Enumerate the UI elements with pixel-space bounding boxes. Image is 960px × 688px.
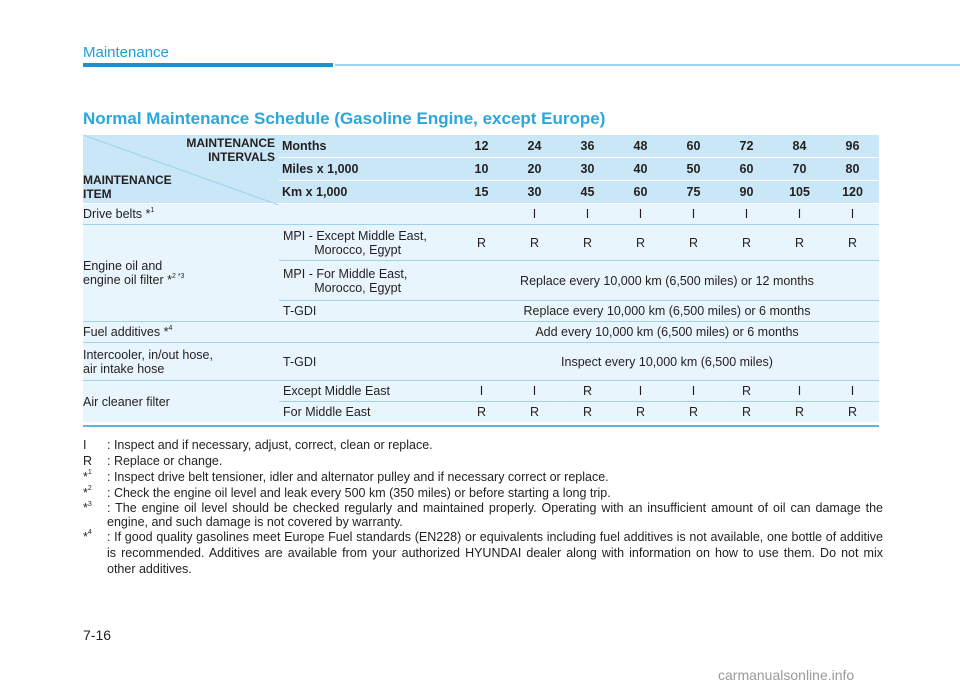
header-value: 10 <box>455 158 508 181</box>
item-fuel-additives: Fuel additives *$^4$ <box>83 322 455 343</box>
sub-for-middle-east: For Middle East <box>279 402 455 423</box>
header-value: 120 <box>826 181 879 204</box>
footnote <box>83 453 883 469</box>
footnote-text: : Inspect drive belt tensioner, idler and alternator pulley and if necessary correct or replace. <box>107 470 609 484</box>
watermark: carmanualsonline.info <box>718 667 855 683</box>
header-label: Months <box>279 135 455 158</box>
header-value: 48 <box>614 135 667 158</box>
cell: I <box>773 381 826 402</box>
cell: I <box>667 204 720 225</box>
footnote-key: *$^4$ <box>83 529 92 544</box>
sub-mpi-for-middle-east: MPI - For Middle East, Morocco, Egypt <box>279 261 455 301</box>
header-value: 24 <box>508 135 561 158</box>
footnote <box>83 529 883 577</box>
row-engine-oil-mpi-except <box>83 225 879 261</box>
footnote-text: : Check the engine oil level and leak every 500 km (350 miles) or before starting a long trip. <box>107 486 611 500</box>
header-value: 80 <box>826 158 879 181</box>
cell: I <box>561 204 614 225</box>
cell: R <box>773 225 826 261</box>
cell: R <box>826 402 879 423</box>
header-value: 60 <box>720 158 773 181</box>
corner-intervals-label: MAINTENANCE INTERVALS <box>186 136 275 164</box>
cell: I <box>667 381 720 402</box>
maintenance-schedule-table <box>83 135 879 422</box>
cell: R <box>614 402 667 423</box>
header-value: 30 <box>561 158 614 181</box>
row-intercooler <box>83 343 879 381</box>
cell: I <box>614 204 667 225</box>
footnote-key: *$^3$ <box>83 501 92 515</box>
cell: R <box>720 225 773 261</box>
header-rule-light <box>335 64 960 66</box>
header-value: 40 <box>614 158 667 181</box>
row-air-cleaner-except <box>83 381 879 402</box>
cell: I <box>508 381 561 402</box>
cell: R <box>667 402 720 423</box>
header-value: 15 <box>455 181 508 204</box>
cell: R <box>508 402 561 423</box>
item-engine-oil: Engine oil and engine oil filter *$^{2 *3}$ <box>83 225 279 322</box>
header-value: 45 <box>561 181 614 204</box>
table-bottom-rule <box>83 425 879 427</box>
section-title: Maintenance <box>83 44 169 61</box>
footnote-text: : Inspect and if necessary, adjust, correct, clean or replace. <box>107 438 433 452</box>
corner-item-label: MAINTENANCE ITEM <box>83 173 172 201</box>
header-row <box>83 135 879 158</box>
interval-text: Replace every 10,000 km (6,500 miles) or 12 months <box>455 261 879 301</box>
header-value: 90 <box>720 181 773 204</box>
interval-text: Replace every 10,000 km (6,500 miles) or 6 months <box>455 301 879 322</box>
header-value: 72 <box>720 135 773 158</box>
cell: R <box>561 225 614 261</box>
footnote-text: : Replace or change. <box>107 454 223 468</box>
cell: I <box>773 204 826 225</box>
header-label: Miles x 1,000 <box>279 158 455 181</box>
cell: I <box>614 381 667 402</box>
cell: I <box>508 204 561 225</box>
footnote-text: : If good quality gasolines meet Europe Fuel standards (EN228) or equivalents including fuel additives is not available, one bottle of additive is recommended. Additives are available from your authorized HYUNDAI dealer along with information on how to use them. Do not mix other additives. <box>107 530 883 576</box>
footnote-key: *$^2$ <box>83 485 92 500</box>
header-value: 60 <box>614 181 667 204</box>
cell: R <box>561 381 614 402</box>
footnote-key: I <box>83 438 87 452</box>
footnote <box>83 469 883 485</box>
footnote <box>83 501 883 529</box>
sub-mpi-except-middle-east: MPI - Except Middle East, Morocco, Egypt <box>279 225 455 261</box>
cell: R <box>455 402 508 423</box>
item-air-cleaner: Air cleaner filter <box>83 381 279 423</box>
cell: I <box>720 204 773 225</box>
header-value: 75 <box>667 181 720 204</box>
cell: R <box>773 402 826 423</box>
header-value: 70 <box>773 158 826 181</box>
header-value: 50 <box>667 158 720 181</box>
cell: R <box>826 225 879 261</box>
cell: I <box>455 381 508 402</box>
footnotes <box>83 437 883 577</box>
cell: R <box>720 402 773 423</box>
sub-except-middle-east: Except Middle East <box>279 381 455 402</box>
cell: I <box>826 381 879 402</box>
cell: R <box>667 225 720 261</box>
footnote <box>83 485 883 501</box>
item-intercooler: Intercooler, in/out hose, air intake hose <box>83 343 279 381</box>
header-value: 12 <box>455 135 508 158</box>
interval-text: Add every 10,000 km (6,500 miles) or 6 months <box>455 322 879 343</box>
cell: I <box>826 204 879 225</box>
row-fuel-additives <box>83 322 879 343</box>
interval-text: Inspect every 10,000 km (6,500 miles) <box>455 343 879 381</box>
footnote-text: : The engine oil level should be checked regularly and maintained properly. Operating with an insufficient amount of oil can damage the engine, and such damage is not covered by warranty. <box>107 501 883 529</box>
header-value: 30 <box>508 181 561 204</box>
footnote-key: *$^1$ <box>83 469 92 484</box>
header-value: 105 <box>773 181 826 204</box>
header-label: Km x 1,000 <box>279 181 455 204</box>
cell: R <box>720 381 773 402</box>
sub-tgdi: T-GDI <box>279 301 455 322</box>
page-title: Normal Maintenance Schedule (Gasoline Engine, except Europe) <box>83 109 606 128</box>
row-drive-belts <box>83 204 879 225</box>
cell: R <box>508 225 561 261</box>
header-value: 20 <box>508 158 561 181</box>
footnote <box>83 437 883 453</box>
page-number: 7-16 <box>83 627 112 643</box>
header-value: 36 <box>561 135 614 158</box>
item-drive-belts: Drive belts *$^1$ <box>83 204 508 225</box>
header-value: 60 <box>667 135 720 158</box>
cell: R <box>561 402 614 423</box>
sub-tgdi: T-GDI <box>279 343 455 381</box>
cell: R <box>455 225 508 261</box>
header-rule-dark <box>83 63 333 67</box>
footnote-key: R <box>83 454 93 468</box>
header-value: 84 <box>773 135 826 158</box>
cell: R <box>614 225 667 261</box>
corner-header <box>83 135 279 204</box>
header-value: 96 <box>826 135 879 158</box>
